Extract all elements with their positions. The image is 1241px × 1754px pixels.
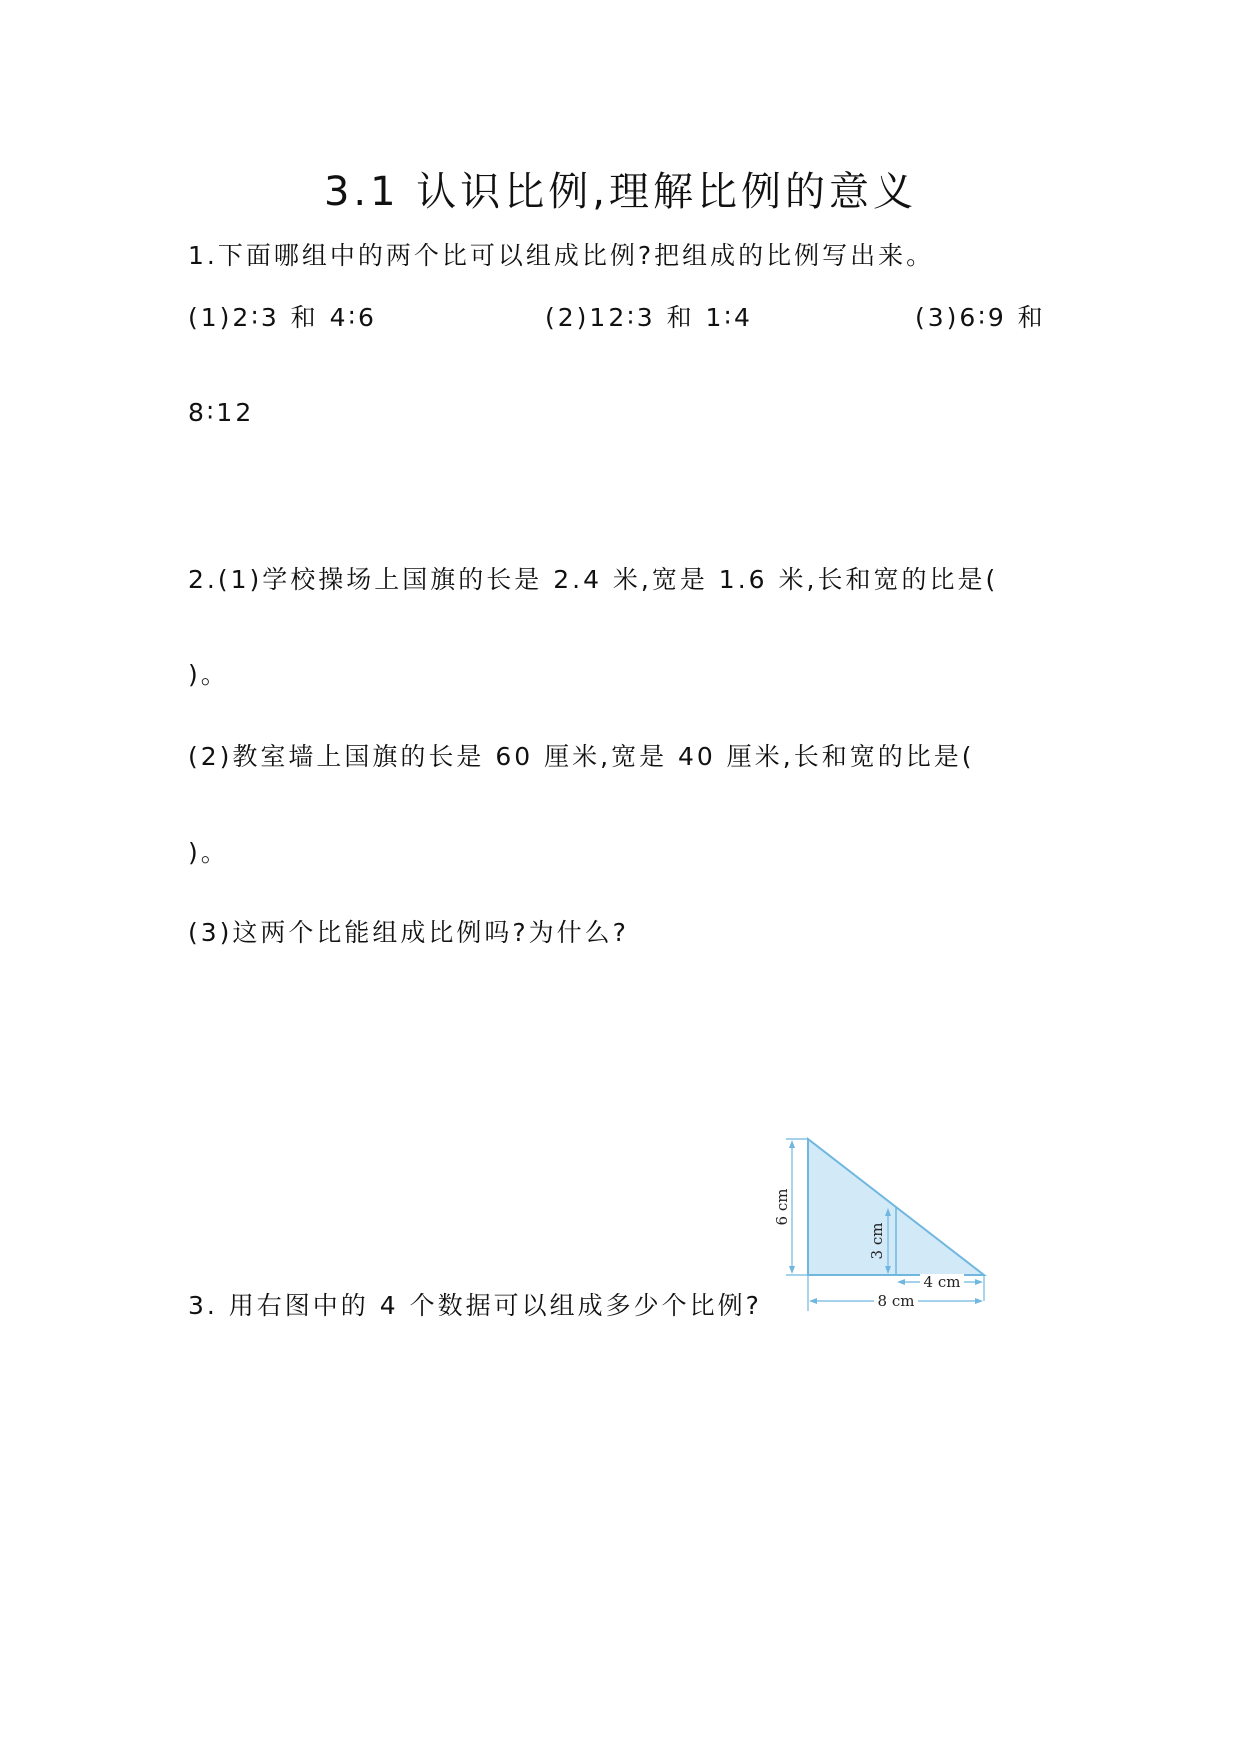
trapezoid-figure [773,1135,990,1315]
left-arrow-bottom [789,1266,795,1274]
height-mid-label: 3 cm [868,1222,886,1260]
left-arrow-top [789,1140,795,1148]
question-2-part-1: 2.(1)学校操场上国旗的长是 2.4 米,宽是 1.6 米,长和宽的比是( [188,565,999,594]
question-1-option-3: (3)6∶9 和 [915,303,1046,332]
question-3-stem: 3. 用右图中的 4 个数据可以组成多少个比例? [188,1291,762,1320]
part-arrow-left [897,1279,905,1285]
question-1-option-3-continued: 8∶12 [188,398,255,427]
base-arrow-left [809,1298,817,1304]
page-title: 3.1 认识比例,理解比例的意义 [323,169,918,215]
question-1-option-1: (1)2∶3 和 4∶6 [188,303,377,332]
question-1-option-2: (2)12∶3 和 1∶4 [545,303,753,332]
question-2-part-2: (2)教室墙上国旗的长是 60 厘米,宽是 40 厘米,长和宽的比是( [188,742,975,771]
question-2-part-3: (3)这两个比能组成比例吗?为什么? [188,918,629,947]
base-arrow-right [975,1298,983,1304]
question-2-part-1-close: )。 [188,660,229,689]
question-1-stem: 1.下面哪组中的两个比可以组成比例?把组成的比例写出来。 [188,241,935,270]
question-2-part-2-close: )。 [188,838,229,867]
height-full-label: 6 cm [773,1188,791,1226]
base-full-label: 8 cm [877,1292,915,1310]
base-part-label: 4 cm [923,1273,961,1291]
part-arrow-right [975,1279,983,1285]
